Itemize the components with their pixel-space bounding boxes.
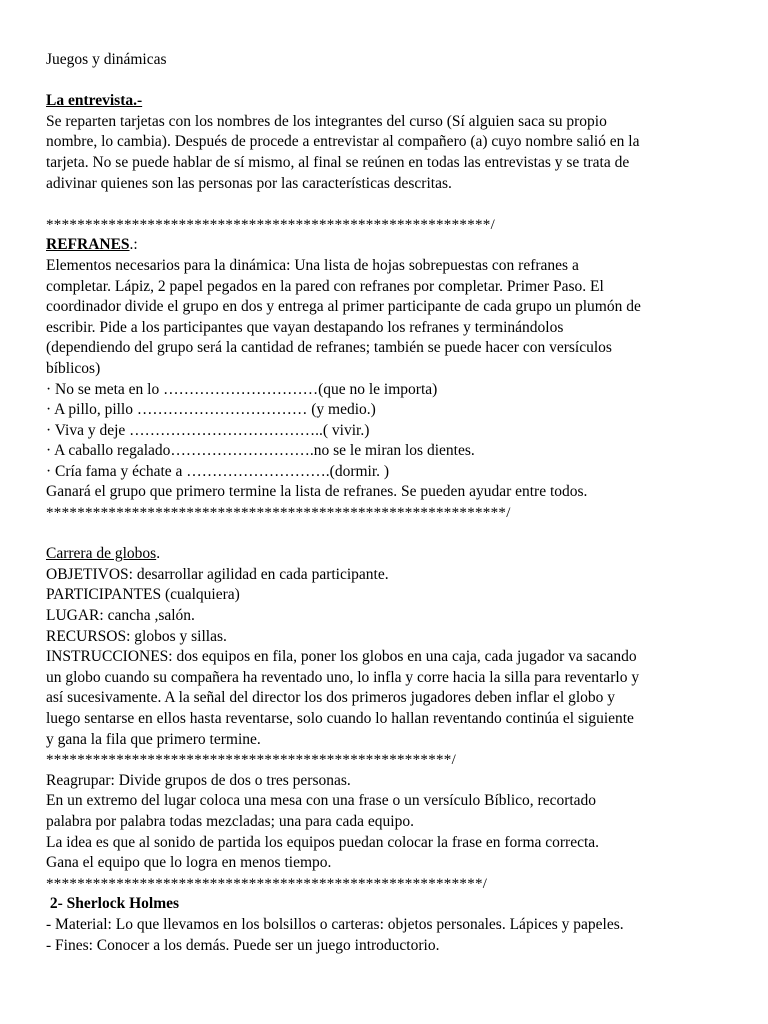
refranes-heading-suffix: .: (129, 236, 138, 254)
paragraph-line: un globo cuando su compañera ha reventado uno, lo infla y corre hacia la silla para reventarlo y (46, 668, 640, 686)
paragraph-line: INSTRUCCIONES: dos equipos en fila, poner los globos en una caja, cada jugador va sacando (46, 648, 637, 666)
paragraph-line: completar. Lápiz, 2 papel pegados en la pared con refranes por completar. Primer Paso. El (46, 277, 604, 295)
paragraph-line: tarjeta. No se puede hablar de sí mismo, al final se reúnen en todas las entrevistas y se trata de (46, 153, 630, 171)
paragraph-line: coordinador divide el grupo en dos y entrega al primer participante de cada grupo un plumón de (46, 298, 641, 316)
paragraph-line: RECURSOS: globos y sillas. (46, 627, 227, 645)
separator-line: ****************************************************/ (46, 752, 457, 769)
paragraph-line: Se reparten tarjetas con los nombres de los integrantes del curso (Sí alguien saca su propio (46, 112, 607, 130)
paragraph-line: La idea es que al sonido de partida los equipos puedan colocar la frase en forma correcta. (46, 833, 600, 851)
document-page (46, 50, 736, 956)
section-heading-refranes (46, 235, 736, 256)
paragraph-line: OBJETIVOS: desarrollar agilidad en cada participante. (46, 565, 389, 583)
paragraph-line: (dependiendo del grupo será la cantidad de refranes; también se puede hacer con versículos (46, 339, 612, 357)
spacer (46, 194, 736, 215)
entrevista-heading-text: La entrevista.- (46, 92, 143, 110)
paragraph-line: luego sentarse en ellos hasta reventarse, solo cuando lo hallan reventando continúa el siguiente (46, 710, 634, 727)
carrera-heading-suffix: . (156, 545, 161, 563)
separator-line: ***********************************************************/ (46, 505, 511, 522)
paragraph-line: palabra por palabra todas mezcladas; una para cada equipo. (46, 812, 414, 830)
paragraph-line: Reagrupar: Divide grupos de dos o tres personas. (46, 771, 351, 789)
paragraph-line: LUGAR: cancha ,salón. (46, 607, 195, 625)
list-item: · No se meta en lo …………………………(que no le importa) (46, 380, 438, 398)
list-item: · A caballo regalado……………………….no se le miran los dientes. (46, 442, 475, 460)
paragraph-line: PARTICIPANTES (cualquiera) (46, 586, 240, 604)
paragraph-line: y gana la fila que primero termine. (46, 730, 261, 748)
paragraph-line: nombre, lo cambia). Después de procede a entrevistar al compañero (a) cuyo nombre salió en la (46, 133, 640, 151)
paragraph-line: bíblicos) (46, 359, 101, 377)
section-heading-sherlock: 2- Sherlock Holmes (46, 895, 180, 913)
paragraph-line: En un extremo del lugar coloca una mesa con una frase o un versículo Bíblico, recortado (46, 792, 597, 810)
paragraph-line: Ganará el grupo que primero termine la lista de refranes. Se pueden ayudar entre todos. (46, 483, 588, 501)
paragraph-line: adivinar quienes son las personas por las características descritas. (46, 174, 452, 192)
paragraph-line: Gana el equipo que lo logra en menos tiempo. (46, 854, 332, 872)
spacer (46, 71, 736, 92)
separator-line: *********************************************************/ (46, 216, 496, 233)
carrera-heading-text: Carrera de globos (46, 545, 157, 563)
section-heading-entrevista (46, 91, 736, 112)
spacer (46, 524, 736, 545)
document-title: Juegos y dinámicas (46, 51, 167, 68)
section-heading-carrera (46, 544, 736, 565)
separator-line: ********************************************************/ (46, 875, 488, 892)
paragraph-line: - Fines: Conocer a los demás. Puede ser un juego introductorio. (46, 936, 440, 954)
list-item: · Viva y deje ………………………………..( vivir.) (46, 421, 370, 439)
refranes-heading-text: REFRANES (46, 236, 130, 254)
paragraph-line: escribir. Pide a los participantes que vayan destapando los refranes y terminándolos (46, 318, 564, 336)
paragraph-line: - Material: Lo que llevamos en los bolsillos o carteras: objetos personales. Lápices y papeles. (46, 915, 624, 933)
list-item: · Cría fama y échate a ……………………….(dormir. ) (46, 462, 390, 480)
list-item: · A pillo, pillo …………………………… (y medio.) (46, 401, 376, 419)
paragraph-line: Elementos necesarios para la dinámica: Una lista de hojas sobrepuestas con refranes a (46, 256, 579, 274)
paragraph-line: así sucesivamente. A la señal del director los dos primeros jugadores deben inflar el globo y (46, 689, 616, 707)
